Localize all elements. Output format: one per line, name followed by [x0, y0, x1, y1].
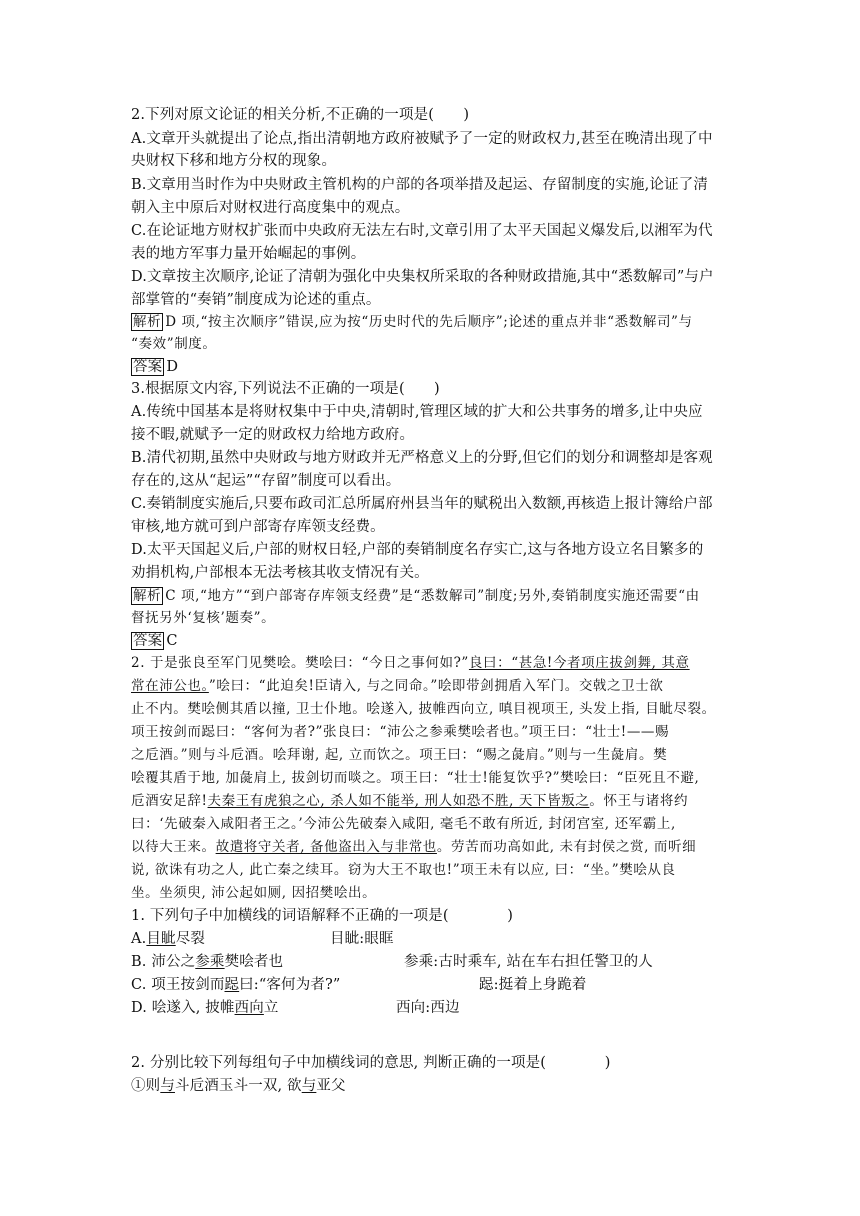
underlined-word: 参乘	[195, 954, 225, 970]
passage-line-5: 之卮酒。”则与斗卮酒。哙拜谢, 起, 立而饮之。项王曰：“赐之彘肩。”则与一生彘肩。樊	[131, 747, 668, 763]
underlined-word: 与	[160, 1078, 175, 1094]
q2-option-d-line2: 部掌管的“奏销”制度成为论述的重点。	[131, 292, 381, 308]
q1-option-a: A.目眦尽裂	[131, 931, 206, 947]
q2-option-a-line1: A.文章开头就提出了论点,指出清朝地方政府被赋予了一定的财政权力,甚至在晚清出现了中	[131, 131, 713, 147]
passage-line-8: 曰：‘先破秦入咸阳者王之。’今沛公先破秦入咸阳, 毫毛不敢有所近, 封闭宫室, 还军霸上,	[131, 816, 676, 832]
q3-option-d-line1: D.太平天国起义后,户部的财权日轻,户部的奏销制度名存实亡,这与各地方设立名目繁多的	[131, 542, 704, 558]
q3-analysis: 解析 C 项,“地方”“到户部寄存库领支经费”是“悉数解司”制度;另外,奏销制度实施还需要“由	[133, 588, 700, 604]
q2-option-c-line2: 表的地方军事力量开始崛起的事例。	[131, 246, 366, 262]
passage-line-3: 止不内。樊哙侧其盾以撞, 卫士仆地。哙遂入, 披帷西向立, 嗔目视项王, 头发上指, 目眦尽裂。	[131, 701, 716, 717]
q1-option-a-gloss: 目眦:眼眶	[330, 931, 394, 947]
underlined-sentence: 夫秦王有虎狼之心, 杀人如不能举, 刑人如恐不胜, 天下皆叛之	[207, 793, 590, 809]
passage-line-10: 说, 欲诛有功之人, 此亡秦之续耳。窃为大王不取也!”项王未有以应, 曰：“坐。”樊哙从良	[131, 862, 676, 878]
q1-option-d-gloss: 西向:西边	[396, 1000, 460, 1016]
q3-option-c-line2: 审核,地方就可到户部寄存库领支经费。	[131, 519, 385, 535]
analysis-label: 解析	[133, 314, 162, 330]
q1-stem: 1. 下列句子中加横线的词语解释不正确的一项是( )	[131, 908, 514, 924]
q1-option-d: D. 哙遂入, 披帷西向立	[131, 1000, 279, 1016]
underlined-sentence: 常在沛公也。	[131, 678, 209, 694]
q1-option-c-gloss: 跽:挺着上身跪着	[479, 977, 587, 993]
q2-option-a-line2: 央财权下移和地方分权的现象。	[131, 153, 337, 169]
passage-line-4: 项王按剑而跽曰：“客何为者?”张良曰：“沛公之参乘樊哙者也。”项王曰：“壮士!——赐	[131, 724, 670, 740]
q3-option-c-line1: C.奏销制度实施后,只要布政司汇总所属府州县当年的赋税出入数额,再核造上报计簿给户部	[131, 496, 713, 512]
passage-line-7: 卮酒安足辞!夫秦王有虎狼之心, 杀人如不能举, 刑人如恐不胜, 天下皆叛之。怀王与诸将约	[131, 793, 689, 809]
q2b-stem: 2. 分别比较下列每组句子中加横线词的意思, 判断正确的一项是( )	[131, 1055, 611, 1071]
q2-answer	[131, 356, 178, 378]
answer-value: C	[166, 633, 178, 649]
passage-line-2: 常在沛公也。”哙曰：“此迫矣!臣请入, 与之同命。”哙即带剑拥盾入军门。交戟之卫士欲	[131, 678, 664, 694]
q2-analysis-cont: “奏效”制度。	[131, 336, 217, 352]
q1-option-b: B. 沛公之参乘樊哙者也	[131, 954, 284, 970]
q3-answer	[131, 630, 178, 652]
q3-option-b-line2: 存在的,这从“起运”“存留”制度可以看出。	[131, 473, 401, 489]
q2-analysis: 解析 D 项,“按主次顺序”错误,应为按“历史时代的先后顺序”;论述的重点并非“悉数解司”与	[133, 314, 693, 330]
underlined-word: 与	[301, 1078, 317, 1094]
passage-line-6: 哙覆其盾于地, 加彘肩上, 拔剑切而啖之。项王曰：“壮士!能复饮乎?”樊哙曰：“臣死且不避,	[131, 770, 700, 786]
q2-option-d-line1: D.文章按主次顺序,论证了清朝为强化中央集权所采取的各种财政措施,其中“悉数解司”与户	[131, 269, 714, 285]
q2-option-b-line1: B.文章用当时作为中央财政主管机构的户部的各项举措及起运、存留制度的实施,论证了清	[131, 177, 709, 193]
q2-option-c-line1: C.在论证地方财权扩张而中央政府无法左右时,文章引用了太平天国起义爆发后,以湘军为代	[131, 223, 713, 239]
q3-analysis-cont: 督抚另外‘复核’题奏”。	[131, 610, 276, 626]
q3-stem: 3.根据原文内容,下列说法不正确的一项是( )	[131, 381, 440, 397]
q1-option-c: C. 项王按剑而跽曰:“客何为者?”	[131, 977, 341, 993]
answer-value: D	[166, 359, 179, 375]
passage-line-11: 坐。坐须臾, 沛公起如厕, 因招樊哙出。	[131, 885, 377, 901]
q2-option-b-line2: 朝入主中原后对财权进行高度集中的观点。	[131, 200, 410, 216]
q2b-item-1: ①则与斗卮酒玉斗一双, 欲与亚父	[131, 1078, 346, 1094]
answer-label: 答案	[133, 359, 163, 375]
q3-option-b-line1: B.清代初期,虽然中央财政与地方财政并无严格意义上的分野,但它们的划分和调整却是客观	[131, 450, 713, 466]
underlined-word: 目眦	[146, 931, 176, 947]
underlined-word: 西向	[234, 1000, 264, 1016]
passage-line-1: 2. 于是张良至军门见樊哙。樊哙曰：“今日之事何如?”良曰：“甚急!今者项庄拔剑舞, 其意	[131, 655, 690, 671]
underlined-word: 跽	[224, 977, 240, 993]
passage-line-9: 以待大王来。故遣将守关者, 备他盗出入与非常也。劳苦而功高如此, 未有封侯之赏, 而听细	[131, 839, 697, 855]
answer-label: 答案	[133, 633, 163, 649]
analysis-label: 解析	[133, 588, 162, 604]
underlined-sentence: 故遣将守关者, 备他盗出入与非常也	[215, 839, 437, 855]
q3-option-a-line1: A.传统中国基本是将财权集中于中央,清朝时,管理区域的扩大和公共事务的增多,让中央应	[131, 404, 703, 420]
q2-stem: 2.下列对原文论证的相关分析,不正确的一项是( )	[131, 107, 470, 123]
q1-option-b-gloss: 参乘:古时乘车, 站在车右担任警卫的人	[404, 954, 653, 970]
q3-option-d-line2: 劝捐机构,户部根本无法考核其收支情况有关。	[131, 565, 429, 581]
underlined-sentence: 良曰：“甚急!今者项庄拔剑舞, 其意	[468, 655, 690, 671]
q3-option-a-line2: 接不暇,就赋予一定的财政权力给地方政府。	[131, 427, 415, 443]
